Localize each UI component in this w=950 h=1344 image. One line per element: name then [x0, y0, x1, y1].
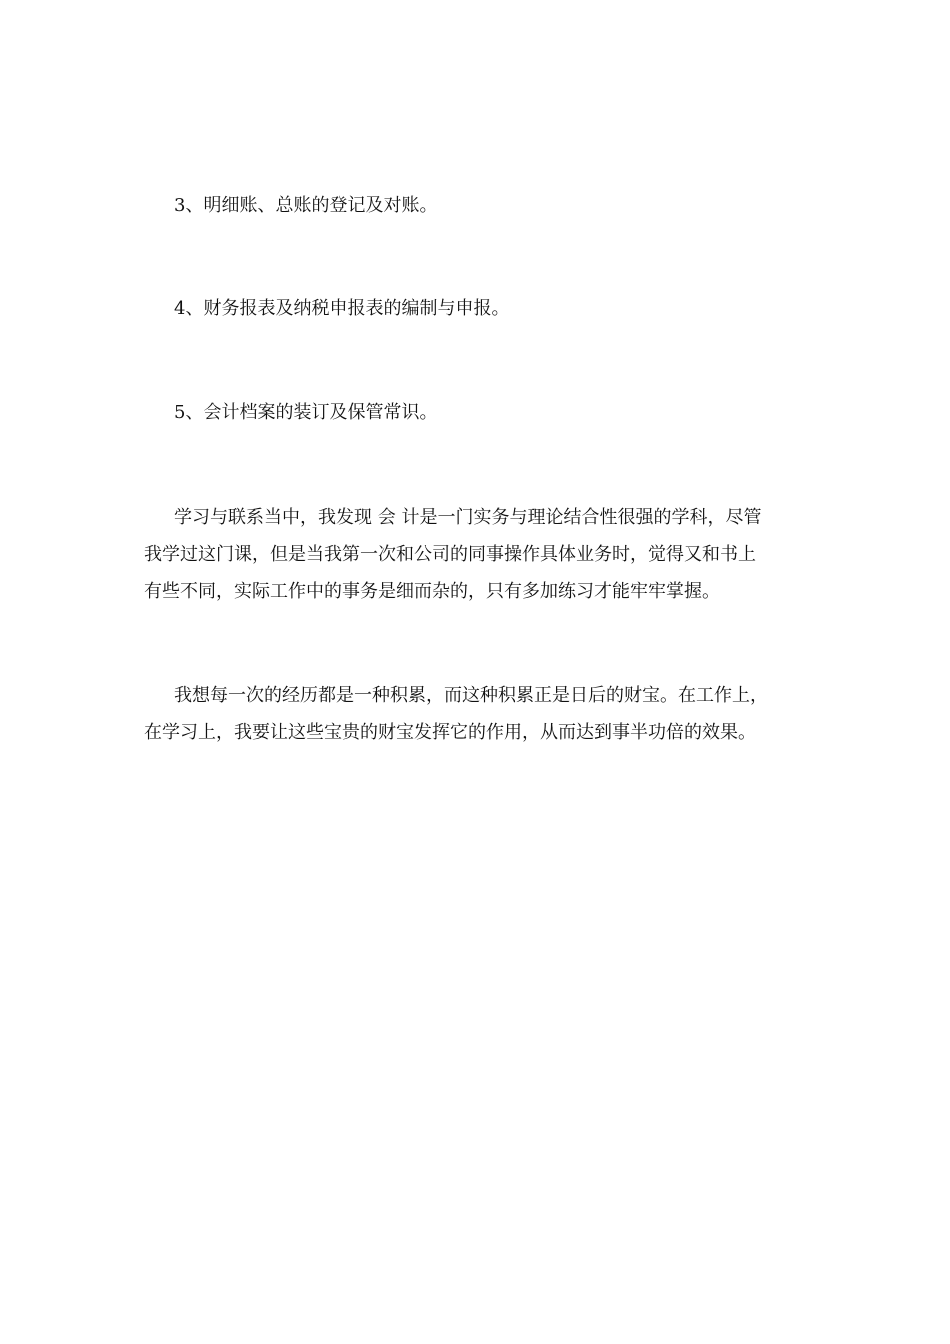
paragraph-line: 我学过这门课，但是当我第一次和公司的同事操作具体业务时，觉得又和书上	[144, 544, 756, 565]
paragraph-experience	[144, 677, 809, 751]
list-item-3: 3、明细账、总账的登记及对账。	[174, 195, 438, 216]
paragraph-line: 有些不同，实际工作中的事务是细而杂的，只有多加练习才能牢牢掌握。	[144, 581, 720, 602]
paragraph-line: 我想每一次的经历都是一种积累，而这种积累正是日后的财宝。在工作上，	[174, 685, 768, 706]
paragraph-learning	[144, 499, 809, 610]
list-item-4: 4、财务报表及纳税申报表的编制与申报。	[174, 298, 510, 319]
paragraph-line: 在学习上，我要让这些宝贵的财宝发挥它的作用，从而达到事半功倍的效果。	[144, 722, 756, 743]
paragraph-line: 学习与联系当中，我发现 会 计是一门实务与理论结合性很强的学科，尽管	[174, 507, 762, 528]
list-item-5: 5、会计档案的装订及保管常识。	[174, 402, 438, 423]
